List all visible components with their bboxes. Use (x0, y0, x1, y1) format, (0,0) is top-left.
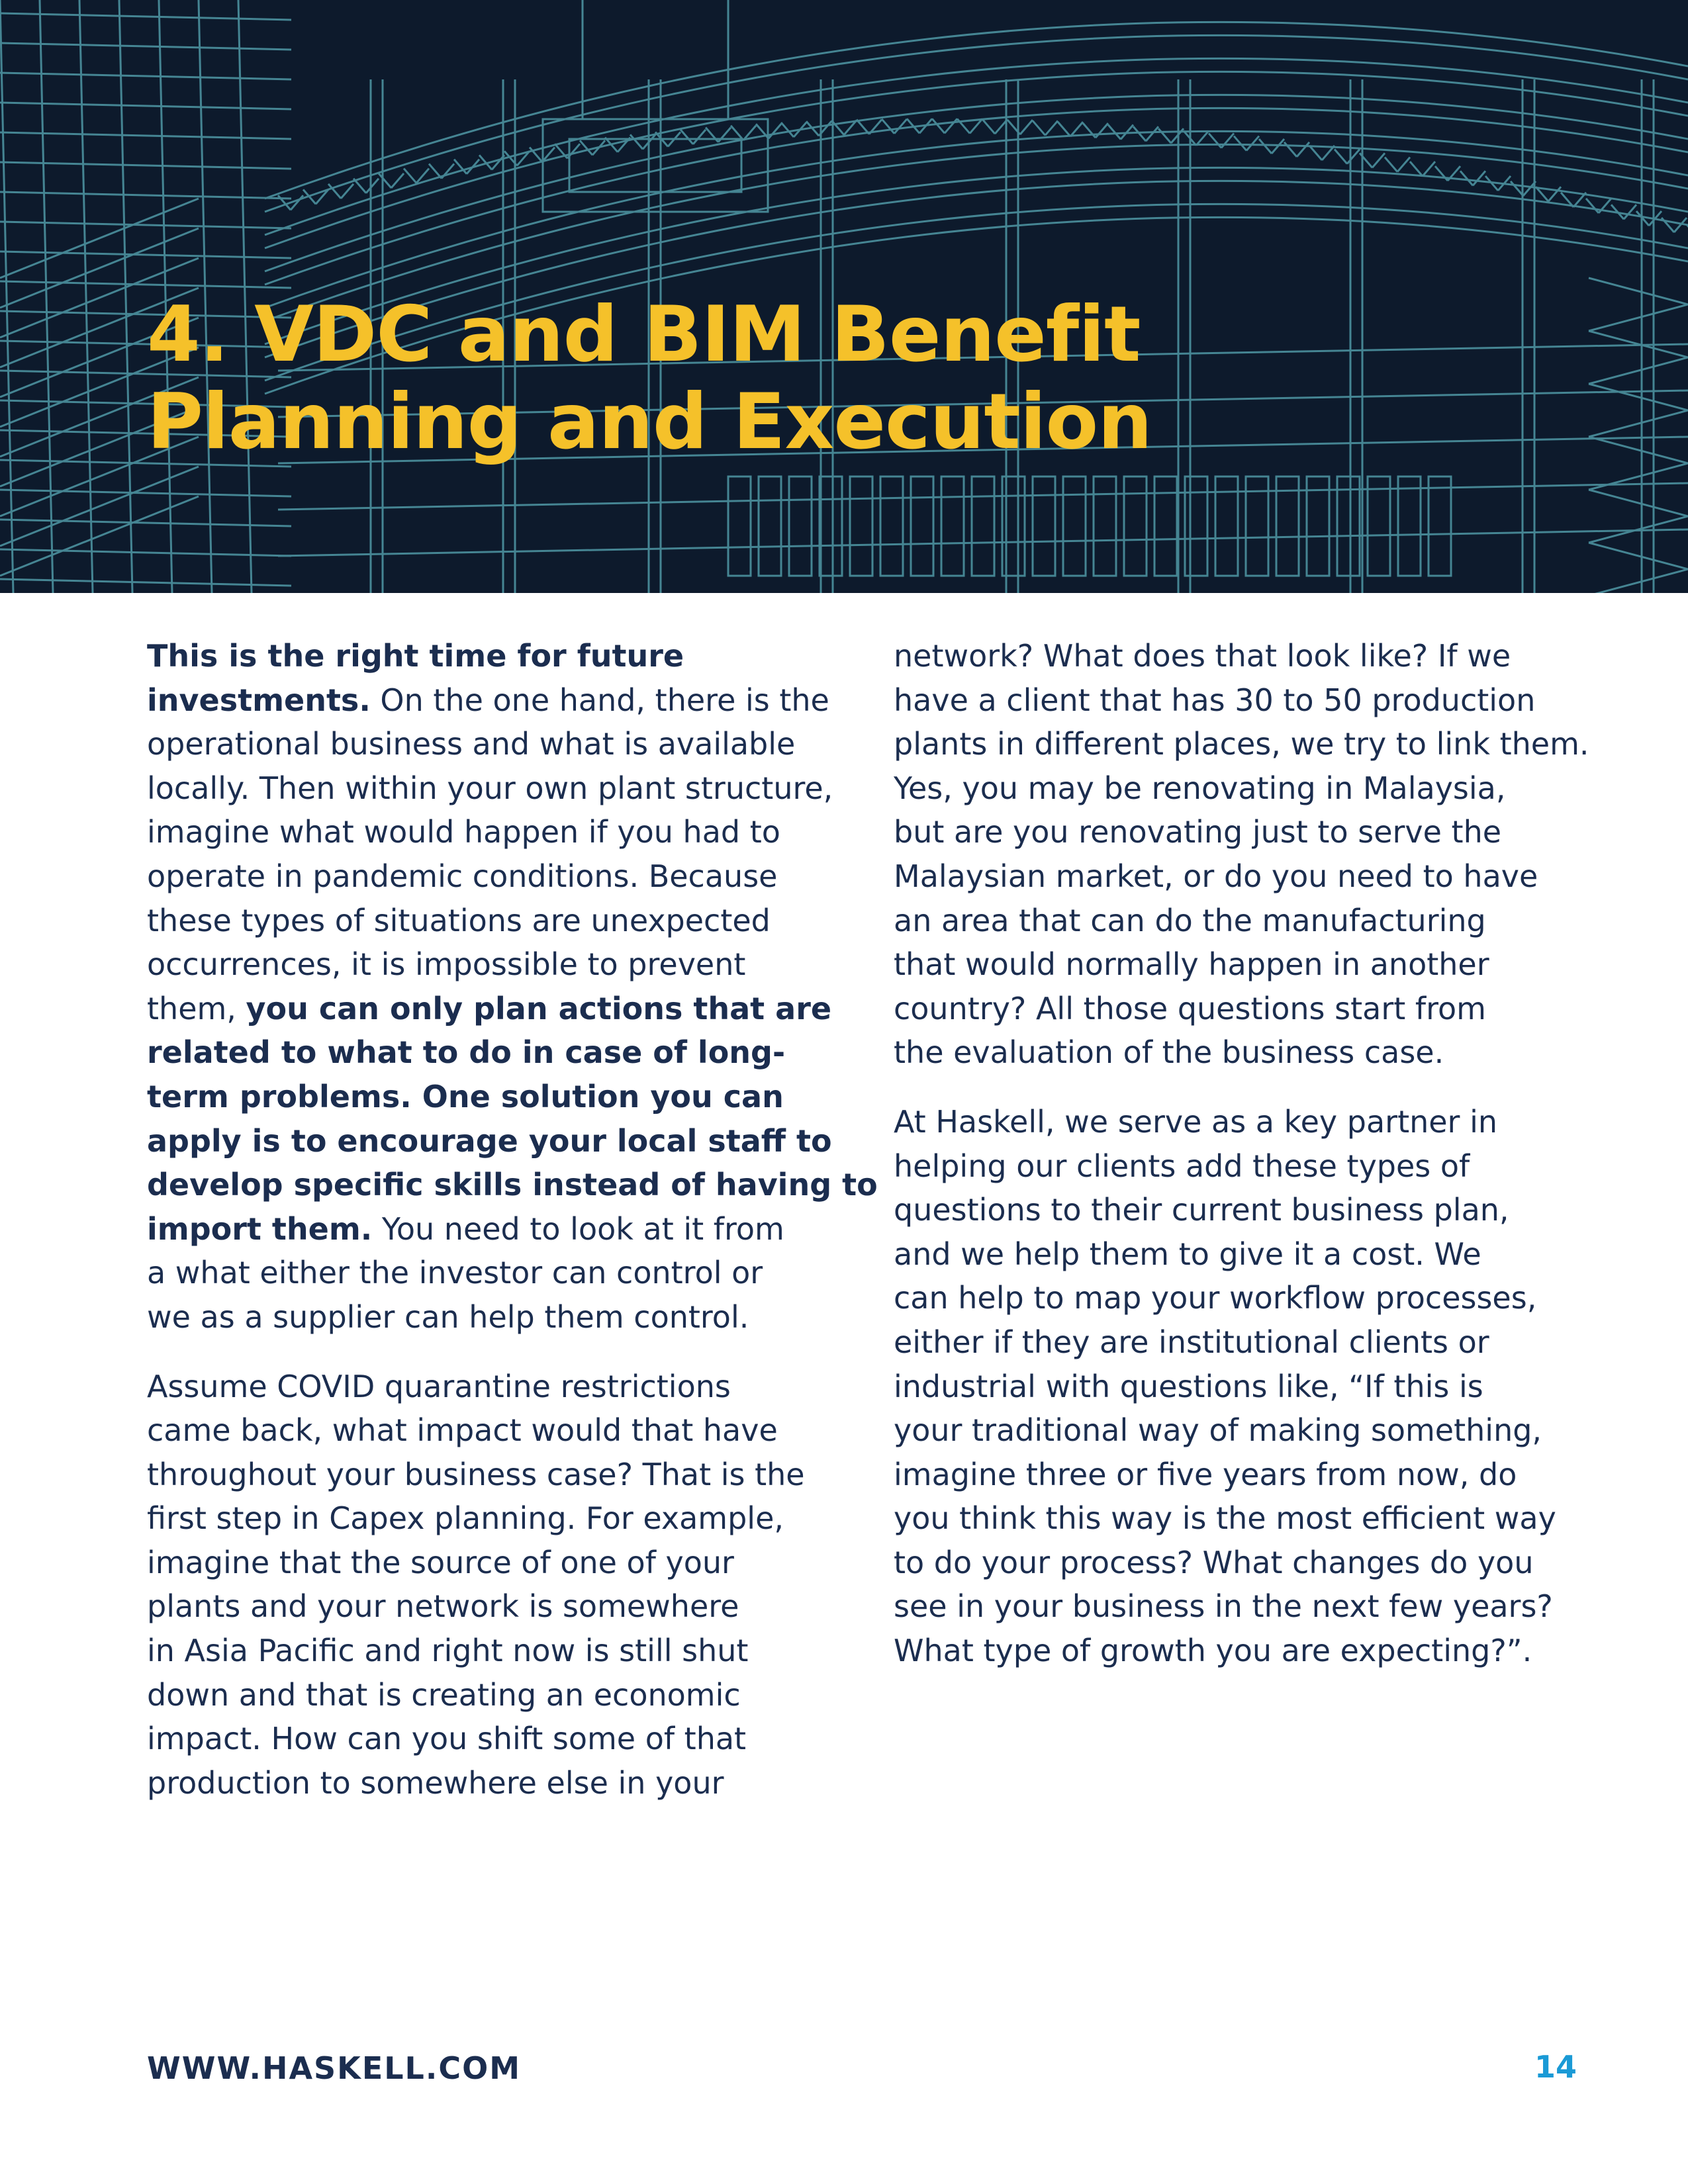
body-line: industrial with questions like, “If this is (894, 1368, 1483, 1404)
body-text: On the one hand, there is the (370, 682, 829, 718)
right-column (894, 634, 1655, 1698)
body-line: but are you renovating just to serve the (894, 814, 1502, 850)
bold-text: related to what to do in case of long- (147, 1034, 786, 1071)
page-title (147, 291, 1152, 466)
body-line: network? What does that look like? If we (894, 638, 1511, 674)
body-line: locally. Then within your own plant structure, (147, 770, 833, 806)
page-title-line-2: Planning and Execution (147, 377, 1152, 467)
bold-text: develop specific skills instead of having to (147, 1167, 878, 1203)
body-line: plants in different places, we try to link them. (894, 726, 1589, 762)
body-line: a what either the investor can control or (147, 1255, 763, 1291)
body-line: an area that can do the manufacturing (894, 902, 1486, 938)
body-line: imagine what would happen if you had to (147, 814, 780, 850)
body-line: occurrences, it is impossible to prevent (147, 946, 746, 983)
body-line: we as a supplier can help them control. (147, 1298, 749, 1335)
body-line: production to somewhere else in your (147, 1764, 724, 1801)
body-line: What type of growth you are expecting?”. (894, 1633, 1532, 1669)
bold-text: investments. (147, 682, 371, 718)
body-line: Yes, you may be renovating in Malaysia, (894, 770, 1506, 806)
left-paragraph-2 (147, 1365, 882, 1805)
body-line: have a client that has 30 to 50 production (894, 682, 1536, 718)
bold-text: apply is to encourage your local staff to (147, 1122, 832, 1159)
footer-website-link[interactable]: WWW.HASKELL.COM (147, 2050, 521, 2086)
body-line: Assume COVID quarantine restrictions (147, 1368, 731, 1404)
body-line: imagine three or five years from now, do (894, 1456, 1517, 1492)
body-line: helping our clients add these types of (894, 1148, 1470, 1184)
body-line: At Haskell, we serve as a key partner in (894, 1103, 1498, 1140)
body-line: impact. How can you shift some of that (147, 1721, 747, 1757)
bold-text: import them. (147, 1210, 373, 1247)
bold-text: term problems. One solution you can (147, 1078, 784, 1115)
body-line: in Asia Pacific and right now is still shut (147, 1633, 749, 1669)
body-line: country? All those questions start from (894, 990, 1486, 1026)
body-line: see in your business in the next few years? (894, 1588, 1553, 1625)
body-line: your traditional way of making something, (894, 1412, 1542, 1449)
bold-text: you can only plan actions that are (246, 990, 832, 1026)
page-title-line-1: 4. VDC and BIM Benefit (147, 290, 1141, 379)
body-text: them, (147, 990, 246, 1026)
page-number: 14 (1534, 2049, 1577, 2085)
body-line: operational business and what is available (147, 726, 796, 762)
body-line: that would normally happen in another (894, 946, 1489, 983)
body-text: You need to look at it from (372, 1210, 784, 1247)
body-line: operate in pandemic conditions. Because (147, 858, 778, 894)
body-line: Malaysian market, or do you need to have (894, 858, 1538, 894)
right-paragraph-2 (894, 1100, 1655, 1673)
bold-text: This is the right time for future (147, 638, 684, 674)
body-line: imagine that the source of one of your (147, 1544, 734, 1580)
right-paragraph-1 (894, 634, 1655, 1075)
body-line: down and that is creating an economic (147, 1676, 741, 1713)
left-column (147, 634, 882, 1830)
hero-banner (0, 0, 1688, 593)
body-line: first step in Capex planning. For example, (147, 1500, 784, 1537)
body-line: these types of situations are unexpected (147, 902, 771, 938)
body-line: to do your process? What changes do you (894, 1544, 1534, 1580)
body-line: can help to map your workflow processes, (894, 1280, 1537, 1316)
body-line: questions to their current business plan, (894, 1192, 1509, 1228)
body-line: the evaluation of the business case. (894, 1034, 1444, 1071)
body-line: either if they are institutional clients or (894, 1324, 1489, 1360)
left-paragraph-1 (147, 634, 882, 1340)
body-line: came back, what impact would that have (147, 1412, 778, 1449)
body-line: and we help them to give it a cost. We (894, 1236, 1481, 1272)
body-line: plants and your network is somewhere (147, 1588, 739, 1625)
body-line: throughout your business case? That is the (147, 1456, 805, 1492)
body-line: you think this way is the most efficient way (894, 1500, 1556, 1537)
